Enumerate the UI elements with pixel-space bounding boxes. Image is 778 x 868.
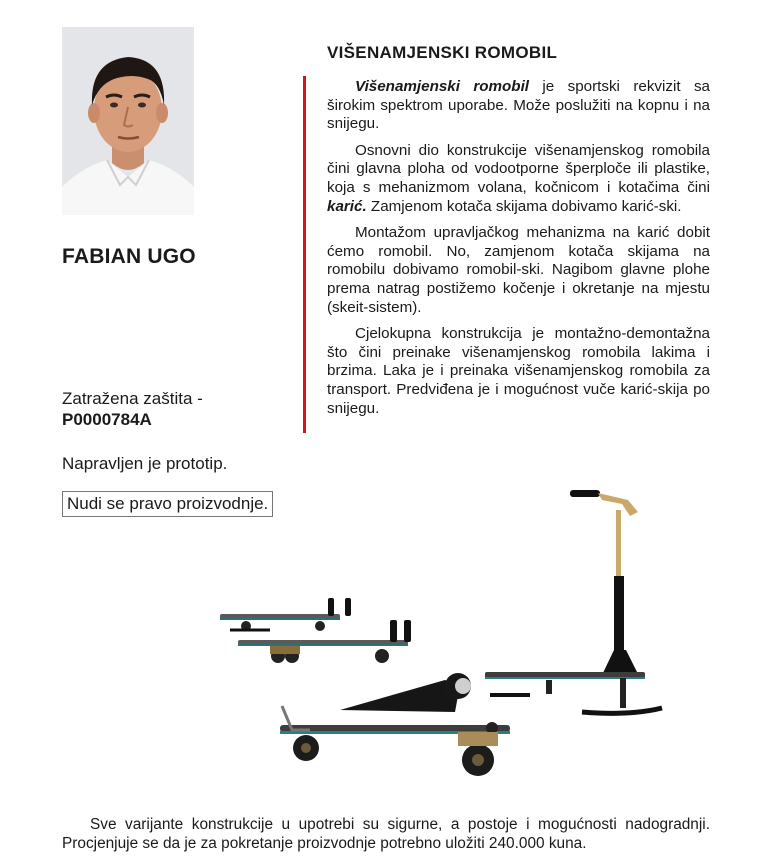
paragraph-2-text-a: Osnovni dio konstrukcije višenamjenskog romobila čini glavna ploha od vodootporne šperploče ili plastike, koja s mehanizmom volana, kočnicom i kotačima čini xyxy=(327,141,710,196)
term-visenamjenski-romobil: Višenamjenski romobil xyxy=(355,78,530,95)
accent-bar xyxy=(303,76,306,433)
article-paragraph-2 xyxy=(327,142,710,216)
offer-box: Nudi se pravo proizvodnje. xyxy=(62,491,273,517)
author-name: FABIAN UGO xyxy=(62,245,196,268)
paragraph-1-text: je sportski rekvizit sa širokim spektrom uporabe. Može poslužiti na kopnu i na snijegu. xyxy=(327,78,710,133)
protection-number: P0000784A xyxy=(62,410,152,429)
paragraph-2-text-b: Zamjenom kotača skijama dobivamo karić-ski. xyxy=(366,197,682,215)
article-body xyxy=(327,78,710,426)
term-karic: karić. xyxy=(327,197,367,215)
article-title: VIŠENAMJENSKI ROMOBIL xyxy=(327,43,558,62)
protection-info xyxy=(62,388,203,430)
article-paragraph-4: Cjelokupna konstrukcija je montažno-demontažna što čini preinake višenamjenskog romobila lakima i brzima. Laka je i preinaka višenamjenskog romobila za transport. Predviđena je i mogućnost vuče karić-skija po snijegu. xyxy=(327,325,710,417)
scooter-variants-illustration xyxy=(210,480,680,790)
romobil-ski xyxy=(485,490,662,713)
karic-small-1 xyxy=(220,598,351,631)
footer-note: Sve varijante konstrukcije u upotrebi su sigurne, a postoje i mogućnosti nadogradnji. Procjenjuje se da je za pokretanje proizvodnje potrebno uložiti 240.000 kuna. xyxy=(62,816,710,852)
article-paragraph-1 xyxy=(327,78,710,134)
product-photo xyxy=(210,480,680,790)
article-paragraph-3: Montažom upravljačkog mehanizma na karić dobit ćemo romobil. No, zamjenom kotača skijama na romobilu dobivamo romobil-ski. Nagibom glavne plohe prema natrag postižemo kočenje i okretanje na mjestu (skeit-sistem). xyxy=(327,224,710,316)
portrait-illustration xyxy=(62,27,194,215)
protection-label: Zatražena zaštita - xyxy=(62,389,203,408)
prototype-note: Napravljen je prototip. xyxy=(62,454,228,473)
karic-large xyxy=(280,673,510,776)
author-portrait xyxy=(62,27,194,215)
